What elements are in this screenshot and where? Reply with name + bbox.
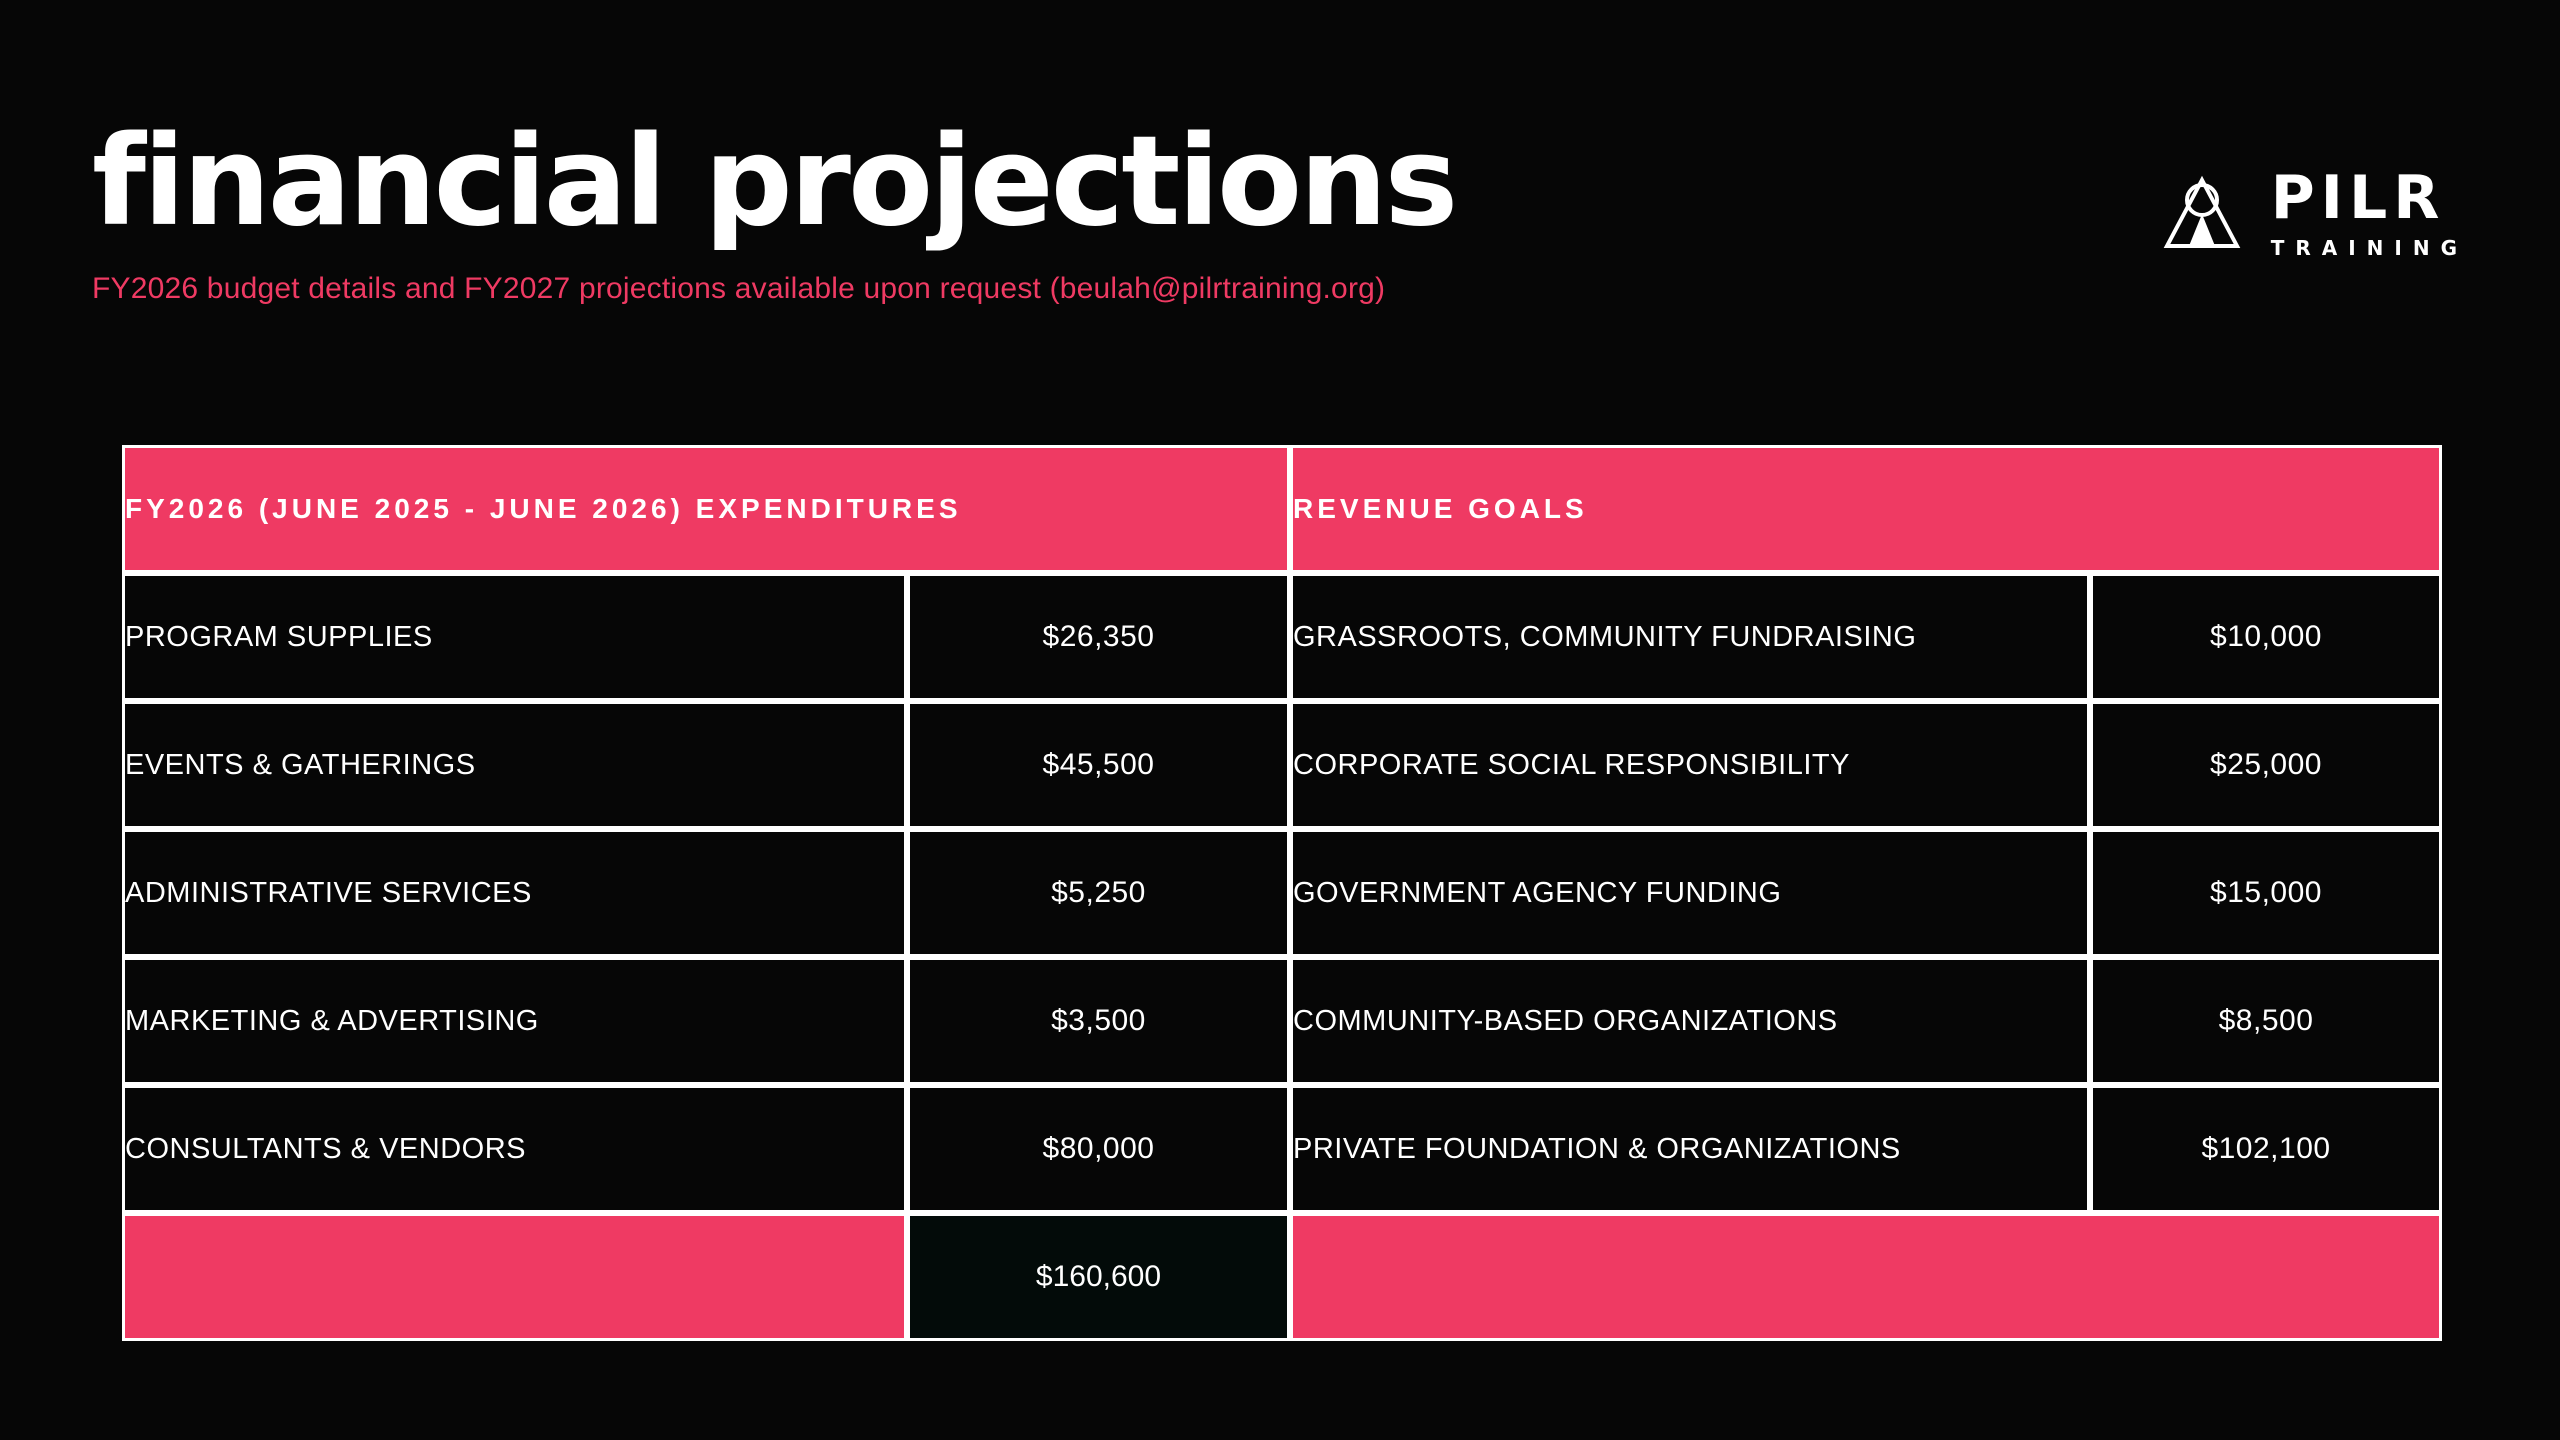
revenue-label: PRIVATE FOUNDATION & ORGANIZATIONS [1290, 1085, 2090, 1213]
page-title: financial projections [92, 110, 1456, 254]
expenditure-label: MARKETING & ADVERTISING [122, 957, 907, 1085]
brand-name: PILR [2270, 163, 2446, 233]
revenue-label: COMMUNITY-BASED ORGANIZATIONS [1290, 957, 2090, 1085]
pilr-logo-mark-icon [2159, 170, 2245, 256]
revenue-amount: $8,500 [2090, 957, 2442, 1085]
revenue-amount: $25,000 [2090, 701, 2442, 829]
table-row [122, 829, 2442, 957]
expenditure-label: EVENTS & GATHERINGS [122, 701, 907, 829]
expenditure-amount: $5,250 [907, 829, 1290, 957]
table-row [122, 1085, 2442, 1213]
slide-header [92, 110, 2468, 306]
expenditure-label: ADMINISTRATIVE SERVICES [122, 829, 907, 957]
table-total-row [122, 1213, 2442, 1341]
expenditure-amount: $80,000 [907, 1085, 1290, 1213]
revenue-label: GRASSROOTS, COMMUNITY FUNDRAISING [1290, 573, 2090, 701]
total-label [122, 1213, 907, 1341]
expenditure-amount: $3,500 [907, 957, 1290, 1085]
total-filler-right [1290, 1213, 2442, 1341]
revenue-amount: $102,100 [2090, 1085, 2442, 1213]
brand-logo-text [2270, 163, 2468, 260]
expenditure-amount: $26,350 [907, 573, 1290, 701]
header-expenditures: FY2026 (JUNE 2025 - JUNE 2026) EXPENDITURES [122, 445, 1290, 573]
revenue-label: CORPORATE SOCIAL RESPONSIBILITY [1290, 701, 2090, 829]
brand-logo [2159, 163, 2468, 260]
table-row [122, 573, 2442, 701]
total-amount: $160,600 [907, 1213, 1290, 1341]
financials-table-wrap [122, 445, 2442, 1341]
revenue-amount: $10,000 [2090, 573, 2442, 701]
revenue-amount: $15,000 [2090, 829, 2442, 957]
table-row [122, 701, 2442, 829]
expenditure-amount: $45,500 [907, 701, 1290, 829]
table-row [122, 957, 2442, 1085]
revenue-label: GOVERNMENT AGENCY FUNDING [1290, 829, 2090, 957]
page-subtitle: FY2026 budget details and FY2027 projections available upon request (beulah@pilrtraining.org) [92, 272, 1386, 305]
brand-tagline: TRAINING [2270, 236, 2468, 260]
table-header-row [122, 445, 2442, 573]
expenditure-label: CONSULTANTS & VENDORS [122, 1085, 907, 1213]
header-revenue: REVENUE GOALS [1290, 445, 2442, 573]
expenditure-label: PROGRAM SUPPLIES [122, 573, 907, 701]
financials-table [122, 445, 2442, 1341]
